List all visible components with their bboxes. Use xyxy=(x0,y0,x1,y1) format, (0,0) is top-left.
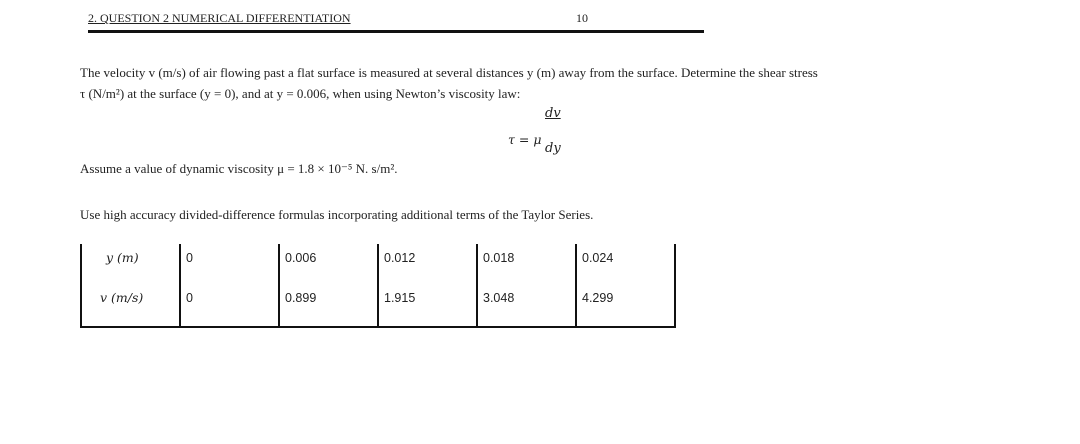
table-divider xyxy=(674,244,676,326)
table-divider xyxy=(575,244,577,326)
formula-lhs: τ = μ xyxy=(508,132,542,147)
table-cell-v: 0.899 xyxy=(285,291,317,305)
table-cell-y: 0.012 xyxy=(384,251,416,265)
table-cell-y: 0.018 xyxy=(483,251,515,265)
table-divider xyxy=(179,244,181,326)
header-title: 2. QUESTION 2 NUMERICAL DIFFERENTIATION xyxy=(88,11,351,25)
table-divider xyxy=(476,244,478,326)
table-cell-y: 0.024 xyxy=(582,251,614,265)
header-marks: 10 xyxy=(576,11,588,25)
formula-numerator: dv xyxy=(545,106,561,121)
row-label-v: v (m/s) xyxy=(100,290,144,305)
row-label-y: y (m) xyxy=(106,250,139,265)
data-table xyxy=(80,244,676,328)
table-cell-v: 1.915 xyxy=(384,291,416,305)
table-cell-v: 0 xyxy=(186,291,193,305)
instruction-text: Use high accuracy divided-difference formulas incorporating additional terms of the Taylor Series. xyxy=(80,207,594,222)
assumption-text: Assume a value of dynamic viscosity μ = 1.8 × 10⁻⁵ N. s/m². xyxy=(80,161,398,176)
table-cell-v: 4.299 xyxy=(582,291,614,305)
table-divider xyxy=(278,244,280,326)
problem-line-2: τ (N/m²) at the surface (y = 0), and at y = 0.006, when using Newton’s viscosity law: xyxy=(80,86,521,101)
table-divider xyxy=(377,244,379,326)
formula-denominator: dy xyxy=(545,141,561,156)
table-cell-y: 0.006 xyxy=(285,251,317,265)
table-cell-v: 3.048 xyxy=(483,291,515,305)
table-divider xyxy=(80,244,82,326)
header-rule xyxy=(88,30,704,33)
problem-line-1: The velocity v (m/s) of air flowing past a flat surface is measured at several distances y (m) away from the surface. Determine the shear stress xyxy=(80,65,818,80)
table-cell-y: 0 xyxy=(186,251,193,265)
